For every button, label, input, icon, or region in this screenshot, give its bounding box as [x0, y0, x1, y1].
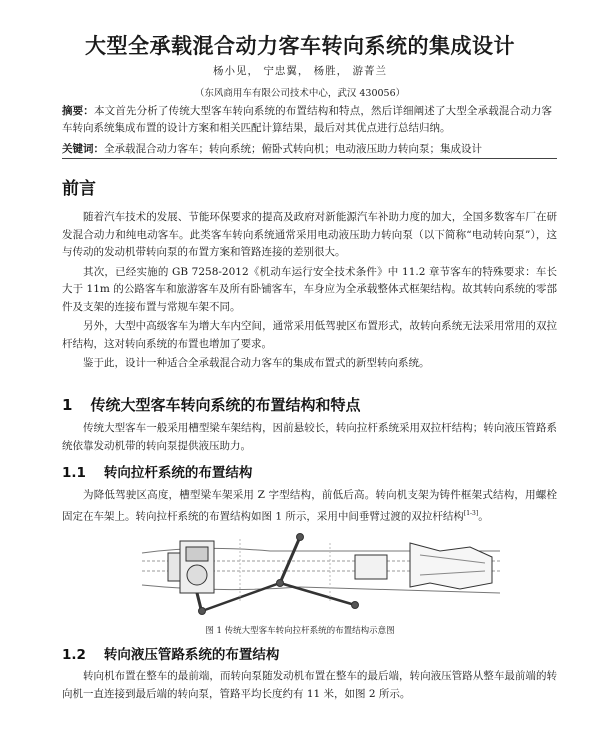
abstract — [62, 103, 552, 137]
section1-2-paragraph: 转向机布置在整车的最前端，而转向泵随发动机布置在整车的最后端，转向液压管路从整车最前端的转向机一直连接到最后端的转向泵，管路平均长度约有 11 米，如图 2 所示。 — [62, 670, 557, 700]
abstract-text: 本文首先分析了传统大型客车转向系统的布置结构和特点，然后详细阐述了大型全承载混合动力客车转向系统集成布置的设计方案和相关匹配计算结果，最后对其优点进行总结归纳。 — [62, 105, 553, 134]
section1-body — [62, 420, 557, 457]
intro-paragraph: 另外，大型中高级客车为增大车内空间，通常采用低驾驶区布置形式，故转向系统无法采用常用的双拉杆结构，这对转向系统的布置也增加了要求。 — [62, 320, 557, 350]
section-heading-1-2 — [62, 643, 279, 663]
keywords-label: 关键词： — [62, 143, 104, 155]
intro-paragraph: 其次，已经实施的 GB 7258-2012《机动车运行安全技术条件》中 11.2 章节客车的特殊要求：车长大于 11m 的公路客车和旅游客车及所有卧铺客车，车身应为全承载整体式框架结构。故其转向系统的零部件及支架的连接布置与常规车架不同。 — [62, 265, 557, 313]
section-title: 转向液压管路系统的布置结构 — [103, 647, 280, 663]
section-heading-1 — [62, 394, 360, 415]
intro-body — [62, 209, 557, 375]
section1-2-body — [62, 668, 557, 705]
keywords-text: 全承载混合动力客车；转向系统；俯卧式转向机；电动液压助力转向泵；集成设计 — [104, 143, 482, 155]
section-heading-intro: 前言 — [62, 179, 96, 199]
section-title: 传统大型客车转向系统的布置结构和特点 — [90, 396, 361, 414]
section-title: 转向拉杆系统的布置结构 — [103, 465, 253, 481]
steering-linkage-figure — [140, 523, 500, 618]
header-divider — [62, 158, 557, 159]
keywords — [62, 141, 552, 157]
section-number: 1 — [62, 396, 73, 414]
affiliation: （东风商用车有限公司技术中心，武汉 430056） — [194, 88, 406, 99]
figure-caption: 图 1 传统大型客车转向拉杆系统的布置结构示意图 — [205, 626, 395, 636]
abstract-label: 摘要： — [62, 105, 94, 117]
section1-1-body — [62, 487, 557, 528]
intro-paragraph: 鉴于此，设计一种适合全承载混合动力客车的集成布置式的新型转向系统。 — [83, 357, 430, 369]
section1-1-paragraph: 为降低驾驶区高度，槽型梁车架采用 Z 字型结构，前低后高。转向机支架为铸件框架式结构，用螺栓固定在车架上。转向拉杆系统的布置结构如图 1 所示，采用中间垂臂过渡的双拉杆结构[1-3]。 — [62, 489, 557, 522]
author-list: 杨小见， 宁忠翼， 杨胜， 游菁兰 — [212, 65, 387, 77]
section-number: 1.2 — [62, 647, 86, 663]
section1-paragraph: 传统大型客车一般采用槽型梁车架结构，因前悬较长，转向拉杆系统采用双拉杆结构；转向液压管路系统依靠发动机带的转向泵提供液压助力。 — [62, 422, 557, 452]
citation: [1-3] — [463, 509, 479, 517]
paper-title: 大型全承载混合动力客车转向系统的集成设计 — [85, 34, 515, 58]
section-heading-1-1 — [62, 461, 252, 481]
section-number: 1.1 — [62, 465, 86, 481]
intro-paragraph: 随着汽车技术的发展、节能环保要求的提高及政府对新能源汽车补助力度的加大，全国多数客车厂在研发混合动力和纯电动客车。此类客车转向系统通常采用电动液压助力转向泵（以下简称“电动转向泵”），这与传动的发动机带转向泵的布置方案和管路连接的差别很大。 — [62, 211, 557, 258]
